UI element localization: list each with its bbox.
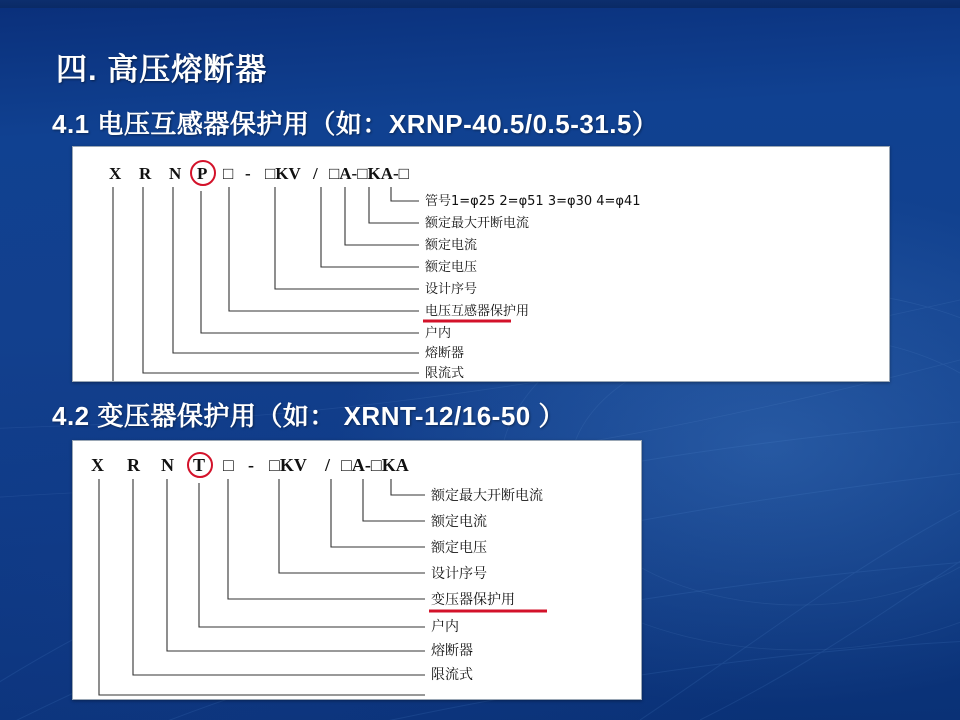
- diagram-label: 户内: [425, 326, 452, 341]
- diagram-label: 额定电流: [431, 514, 487, 530]
- code-char: □: [223, 164, 234, 183]
- code-char: /: [313, 164, 318, 183]
- diagram-panel-2: [72, 440, 642, 700]
- diagram-label: 熔断器: [425, 346, 465, 361]
- code-char: N: [169, 164, 182, 183]
- code-char: X: [109, 164, 122, 183]
- diagram-label-highlighted: 电压互感器保护用: [425, 304, 530, 319]
- code-char: □KV: [265, 164, 301, 183]
- page-title: 四. 高压熔断器: [56, 52, 268, 87]
- code-char: □A-□KA: [341, 455, 409, 475]
- code-char: □A-□KA-□: [329, 164, 409, 183]
- code-char: N: [161, 455, 174, 475]
- diagram-label: 额定最大开断电流: [431, 488, 543, 504]
- leader-line: [173, 187, 419, 353]
- diagram-label: 额定最大开断电流: [425, 216, 530, 231]
- leader-line: [229, 187, 419, 311]
- leader-line: [391, 479, 425, 495]
- diagram-label-highlighted: 变压器保护用: [431, 592, 515, 608]
- leader-line: [391, 187, 419, 201]
- diagram-label: 额定电压: [425, 260, 478, 275]
- code-char: /: [325, 455, 331, 475]
- code-char: R: [139, 164, 152, 183]
- leader-line: [167, 479, 425, 651]
- diagram-label: 设计序号: [425, 282, 478, 297]
- code-char: X: [91, 455, 104, 475]
- leader-line: [201, 191, 419, 333]
- diagram-label: 额定电流: [425, 238, 478, 253]
- leader-line: [369, 187, 419, 223]
- code-char: -: [245, 164, 251, 183]
- leader-line: [113, 187, 419, 381]
- diagram-label: 户内: [431, 619, 459, 635]
- code-char-circled: P: [197, 164, 208, 183]
- leader-line: [199, 483, 425, 627]
- leader-line: [321, 187, 419, 267]
- leader-line: [275, 187, 419, 289]
- diagram-label: 熔断器: [431, 643, 473, 659]
- code-char: □KV: [269, 455, 307, 475]
- section-2-title: 4.2 变压器保护用（如： XRNT-12/16-50 ）: [52, 401, 565, 431]
- leader-line: [279, 479, 425, 573]
- diagram-label: 限流式: [425, 366, 465, 381]
- designation-diagram-1: [73, 147, 889, 381]
- code-char: -: [248, 455, 254, 475]
- slide-top-band: [0, 0, 960, 8]
- code-char: □: [223, 455, 234, 475]
- diagram-label: 设计序号: [431, 566, 487, 582]
- section-1-title: 4.1 电压互感器保护用（如：XRNP-40.5/0.5-31.5）: [52, 109, 659, 139]
- leader-line: [331, 479, 425, 547]
- leader-line: [99, 479, 425, 695]
- diagram-label: 限流式: [431, 667, 473, 683]
- leader-line: [345, 187, 419, 245]
- leader-line: [228, 479, 425, 599]
- designation-diagram-2: [73, 441, 641, 699]
- diagram-label: 管号1=φ25 2=φ51 3=φ30 4=φ41: [425, 194, 641, 209]
- diagram-panel-1: [72, 146, 890, 382]
- code-char: R: [127, 455, 140, 475]
- code-char-circled: T: [193, 455, 206, 475]
- diagram-label: 额定电压: [431, 540, 487, 556]
- leader-line: [143, 187, 419, 373]
- leader-line: [363, 479, 425, 521]
